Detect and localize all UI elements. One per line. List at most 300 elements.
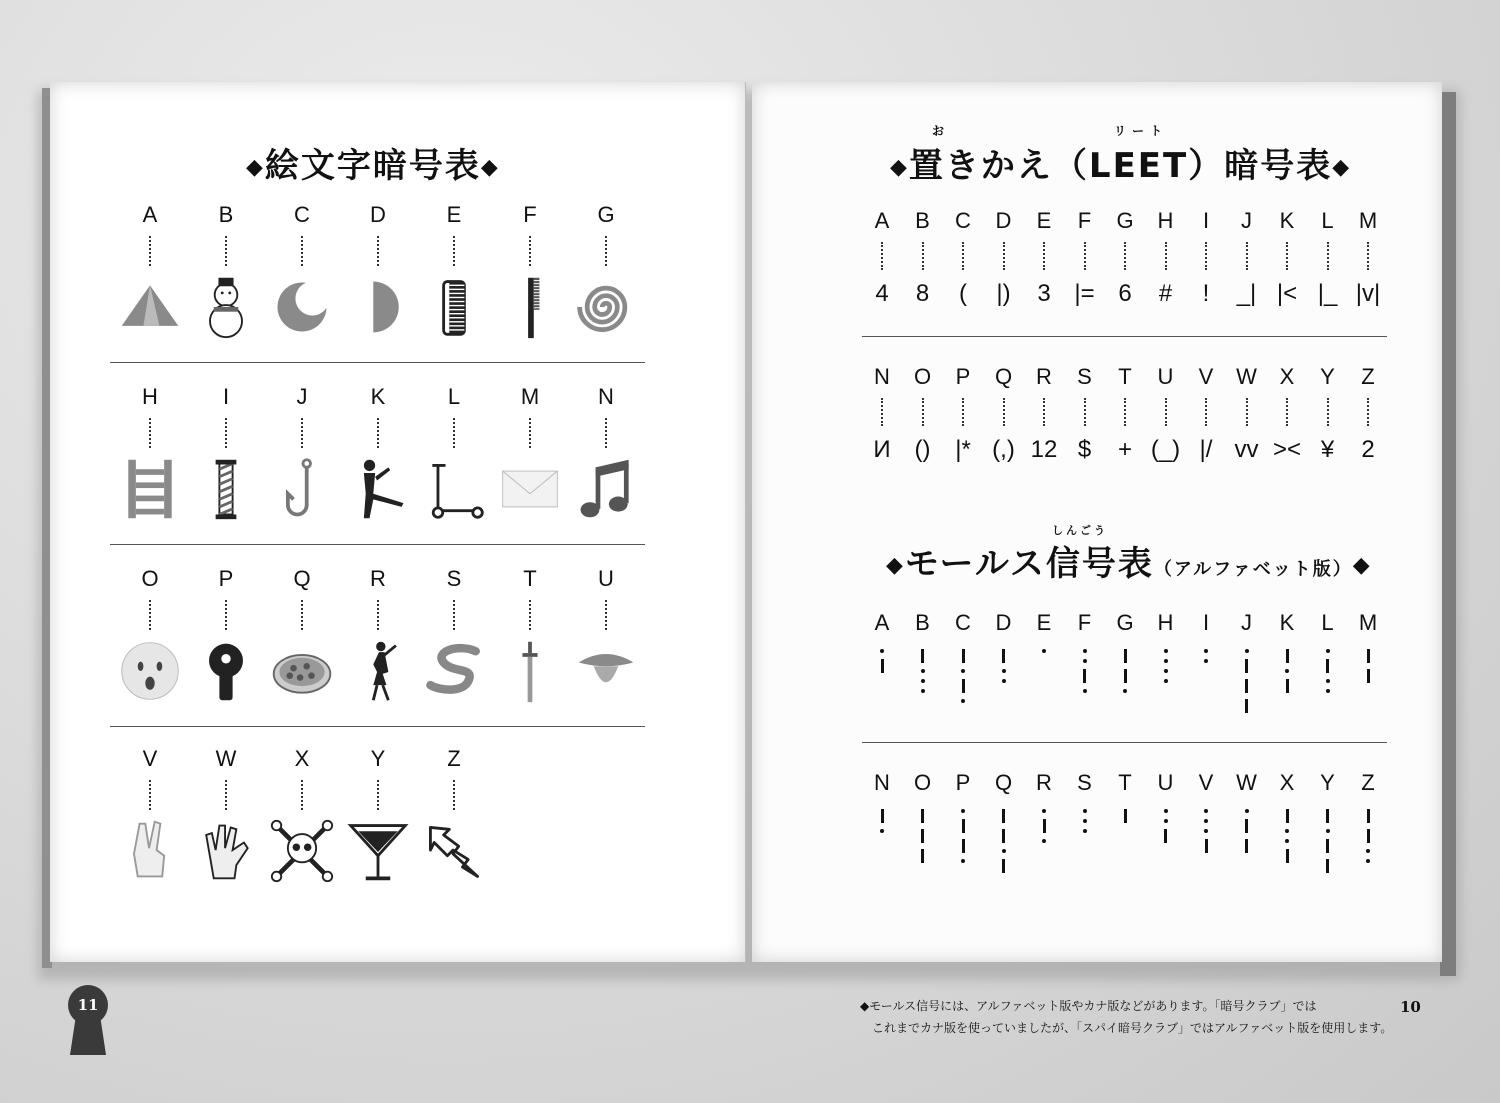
cipher-letter: B xyxy=(915,610,930,635)
emoji-cell-n xyxy=(568,384,644,524)
morse-dot xyxy=(1164,669,1168,673)
cipher-letter: A xyxy=(874,208,890,233)
envelope-icon xyxy=(495,454,565,524)
dotted-connector xyxy=(453,418,455,448)
three-fingers-icon xyxy=(191,816,261,886)
leet-cell-t xyxy=(1105,364,1145,464)
morse-cell-e xyxy=(1024,610,1064,656)
morse-cell-u xyxy=(1146,770,1186,846)
dotted-connector xyxy=(1165,242,1167,270)
dotted-connector xyxy=(225,418,227,448)
cipher-letter: X xyxy=(294,746,310,771)
morse-cell-y xyxy=(1308,770,1348,876)
emoji-cell-z xyxy=(416,746,492,886)
morse-cell-p xyxy=(943,770,983,866)
morse-dash xyxy=(921,849,924,863)
dotted-connector xyxy=(301,780,303,810)
morse-cell-s xyxy=(1065,770,1105,836)
emoji-cell-q xyxy=(264,566,340,706)
cipher-letter: N xyxy=(874,770,890,795)
morse-sequence xyxy=(1024,646,1064,656)
morse-dash xyxy=(921,809,924,823)
morse-cell-g xyxy=(1105,610,1145,696)
cipher-letter: Z xyxy=(447,746,461,771)
page-number-left: 11 xyxy=(77,996,99,1014)
cipher-letter: T xyxy=(1118,364,1132,389)
morse-cell-o xyxy=(903,770,943,866)
leet-cell-i xyxy=(1186,208,1226,308)
cipher-letter: Q xyxy=(293,566,311,591)
morse-dot xyxy=(1204,829,1208,833)
leet-cell-j xyxy=(1227,208,1267,308)
morse-sequence xyxy=(984,646,1024,686)
cipher-letter: F xyxy=(1077,208,1092,233)
leet-cell-c xyxy=(943,208,983,308)
morse-cell-v xyxy=(1186,770,1226,856)
leet-code: |/ xyxy=(1199,436,1213,463)
morse-cell-i xyxy=(1186,610,1226,666)
cipher-letter: M xyxy=(1358,208,1378,233)
morse-dot xyxy=(1285,829,1289,833)
morse-dash xyxy=(1367,669,1370,683)
morse-dot xyxy=(921,669,925,673)
cipher-letter: U xyxy=(1157,770,1174,795)
ruby-oki: お xyxy=(932,124,951,138)
morse-sequence xyxy=(862,646,902,676)
emoji-cell-k xyxy=(340,384,416,524)
morse-cell-f xyxy=(1065,610,1105,696)
morse-cell-l xyxy=(1308,610,1348,696)
morse-dot xyxy=(1204,809,1208,813)
crescent-moon-icon xyxy=(267,272,337,342)
emoji-cell-h xyxy=(112,384,188,524)
leet-cell-m xyxy=(1348,208,1388,308)
dotted-connector xyxy=(1205,398,1207,426)
cipher-letter: Y xyxy=(370,746,386,771)
morse-dash xyxy=(1002,829,1005,843)
leet-code: 4 xyxy=(875,280,889,307)
dotted-connector xyxy=(529,236,531,266)
leet-code: ¥ xyxy=(1320,436,1335,463)
dotted-connector xyxy=(605,418,607,448)
dotted-connector xyxy=(301,236,303,266)
leet-code: (,) xyxy=(992,436,1015,463)
cipher-letter: J xyxy=(1241,208,1252,233)
morse-dot xyxy=(1164,819,1168,823)
morse-dash xyxy=(1367,829,1370,843)
emoji-cell-w xyxy=(188,746,264,886)
morse-dash xyxy=(1286,809,1289,823)
morse-dot xyxy=(1326,679,1330,683)
morse-dot xyxy=(1002,849,1006,853)
cipher-letter: C xyxy=(955,610,971,635)
dotted-connector xyxy=(605,600,607,630)
morse-sequence xyxy=(1186,806,1226,856)
morse-dash xyxy=(1083,669,1086,683)
morse-dot xyxy=(1204,819,1208,823)
morse-dash xyxy=(1286,849,1289,863)
morse-dash xyxy=(1326,659,1329,673)
morse-dot xyxy=(1326,829,1330,833)
morse-sequence xyxy=(1146,646,1186,686)
cipher-letter: H xyxy=(1157,208,1174,233)
morse-sequence xyxy=(1308,806,1348,876)
barber-pole-icon xyxy=(191,454,261,524)
cipher-letter: P xyxy=(955,770,971,795)
leet-row-divider xyxy=(862,336,1387,337)
leet-code: |v| xyxy=(1355,280,1381,307)
morse-dash xyxy=(1164,829,1167,843)
morse-cell-x xyxy=(1267,770,1307,866)
peace-hand-icon xyxy=(115,816,185,886)
skull-crossbones-icon xyxy=(267,816,337,886)
cipher-letter: L xyxy=(1321,610,1334,635)
leet-code: |= xyxy=(1074,280,1095,307)
cipher-letter: I xyxy=(222,384,230,409)
dotted-connector xyxy=(377,418,379,448)
cipher-letter: P xyxy=(955,364,971,389)
dotted-connector xyxy=(377,600,379,630)
leet-code: ! xyxy=(1202,280,1210,307)
fish-hook-icon xyxy=(267,454,337,524)
leet-cipher-title: ◆置きかえ（LEET）暗号表◆ xyxy=(890,146,1352,186)
morse-dot xyxy=(1002,679,1006,683)
dotted-connector xyxy=(1286,242,1288,270)
row-divider xyxy=(110,544,645,545)
surprised-face-icon xyxy=(115,636,185,706)
emoji-cell-s xyxy=(416,566,492,706)
dotted-connector xyxy=(453,600,455,630)
leet-code: # xyxy=(1158,280,1173,307)
emoji-cell-y xyxy=(340,746,416,886)
leet-cell-k xyxy=(1267,208,1307,308)
leet-code: () xyxy=(914,436,931,463)
cipher-letter: Q xyxy=(994,770,1013,795)
morse-dash xyxy=(1286,649,1289,663)
leet-cell-q xyxy=(984,364,1024,464)
dotted-connector xyxy=(1003,398,1005,426)
morse-dot xyxy=(1245,809,1249,813)
dotted-connector xyxy=(225,600,227,630)
right-page xyxy=(752,82,1442,962)
leet-code: $ xyxy=(1077,436,1092,463)
morse-dash xyxy=(1205,839,1208,853)
morse-dot xyxy=(1164,649,1168,653)
spiral-icon xyxy=(571,272,641,342)
cipher-letter: Y xyxy=(1320,364,1335,389)
dotted-connector xyxy=(529,418,531,448)
dancing-woman-icon xyxy=(343,636,413,706)
dotted-connector xyxy=(1084,398,1086,426)
morse-cell-d xyxy=(984,610,1024,686)
leet-cell-w xyxy=(1227,364,1267,464)
cipher-letter: F xyxy=(1077,610,1092,635)
morse-dash xyxy=(1326,859,1329,873)
keyhole-icon xyxy=(191,636,261,706)
morse-sequence xyxy=(1267,646,1307,696)
dotted-connector xyxy=(1124,242,1126,270)
morse-sequence xyxy=(1348,646,1388,686)
cipher-letter: V xyxy=(142,746,158,771)
emoji-cell-m xyxy=(492,384,568,524)
pizza-icon xyxy=(267,636,337,706)
emoji-cell-d xyxy=(340,202,416,342)
leet-cell-v xyxy=(1186,364,1226,464)
leet-code: 3 xyxy=(1037,280,1051,307)
morse-dot xyxy=(1083,829,1087,833)
ladder-icon xyxy=(115,454,185,524)
leet-code: _| xyxy=(1236,280,1257,307)
morse-sequence xyxy=(1186,646,1226,666)
emoji-cell-g xyxy=(568,202,644,342)
leet-cell-d xyxy=(984,208,1024,308)
morse-cell-w xyxy=(1227,770,1267,856)
dotted-connector xyxy=(1246,398,1248,426)
dotted-connector xyxy=(962,398,964,426)
leet-code: 6 xyxy=(1118,280,1132,307)
cipher-letter: G xyxy=(1116,208,1134,233)
dotted-connector xyxy=(149,600,151,630)
morse-dot xyxy=(1042,839,1046,843)
morse-dot xyxy=(1083,689,1087,693)
emoji-cell-t xyxy=(492,566,568,706)
morse-dot xyxy=(1002,669,1006,673)
morse-dash xyxy=(1286,679,1289,693)
leet-cell-h xyxy=(1146,208,1186,308)
morse-dash xyxy=(1245,699,1248,713)
morse-sequence xyxy=(1267,806,1307,866)
cipher-letter: P xyxy=(218,566,234,591)
cipher-letter: X xyxy=(1279,770,1295,795)
emoji-cell-b xyxy=(188,202,264,342)
cipher-letter: W xyxy=(215,746,237,771)
morse-dot xyxy=(1164,679,1168,683)
morse-dash xyxy=(921,649,924,663)
morse-dot xyxy=(1285,669,1289,673)
morse-dot xyxy=(880,649,884,653)
leet-cell-x xyxy=(1267,364,1307,464)
leet-code: ( xyxy=(959,280,967,307)
morse-dash xyxy=(1245,659,1248,673)
morse-dash xyxy=(921,829,924,843)
cipher-letter: W xyxy=(1236,364,1257,389)
row-divider xyxy=(110,726,645,727)
footnote-line-2: これまでカナ版を使っていましたが、「スパイ暗号クラブ」ではアルファベット版を使用します。 xyxy=(872,1021,1393,1035)
emoji-cell-o xyxy=(112,566,188,706)
cipher-letter: C xyxy=(294,202,310,227)
emoji-cell-j xyxy=(264,384,340,524)
morse-sequence xyxy=(903,806,943,866)
dotted-connector xyxy=(301,418,303,448)
zigzag-arrow-icon xyxy=(419,816,489,886)
cipher-letter: C xyxy=(955,208,971,233)
snowman-icon xyxy=(191,272,261,342)
kicking-person-icon xyxy=(343,454,413,524)
cipher-letter: T xyxy=(1118,770,1132,795)
dotted-connector xyxy=(922,398,924,426)
ruby-shingou: しんごう xyxy=(1052,524,1108,537)
morse-sequence xyxy=(1308,646,1348,696)
morse-cell-q xyxy=(984,770,1024,876)
row-divider xyxy=(110,362,645,363)
cipher-letter: Q xyxy=(994,364,1013,389)
leet-code: 12 xyxy=(1030,436,1058,463)
fine-comb-icon xyxy=(495,272,565,342)
morse-dot xyxy=(1083,649,1087,653)
leet-cell-s xyxy=(1065,364,1105,464)
morse-dot xyxy=(1042,809,1046,813)
leet-code: >< xyxy=(1272,436,1302,463)
morse-dot xyxy=(921,679,925,683)
morse-dot xyxy=(1285,839,1289,843)
cipher-letter: I xyxy=(1202,610,1210,635)
dotted-connector xyxy=(149,780,151,810)
cipher-letter: L xyxy=(1321,208,1334,233)
morse-dash xyxy=(1367,809,1370,823)
cipher-letter: Z xyxy=(1361,770,1375,795)
cipher-letter: L xyxy=(447,384,461,409)
footnote-line-1: ◆モールス信号には、アルファベット版やカナ版などがあります。「暗号クラブ」では xyxy=(860,999,1317,1013)
morse-dash xyxy=(1002,649,1005,663)
leet-cell-r xyxy=(1024,364,1064,464)
leet-code: И xyxy=(873,436,891,463)
morse-cell-r xyxy=(1024,770,1064,846)
morse-dash xyxy=(962,819,965,833)
morse-dash xyxy=(962,679,965,693)
morse-sequence xyxy=(1024,806,1064,846)
leet-cell-y xyxy=(1308,364,1348,464)
ruby-leet: リート xyxy=(1114,124,1169,138)
leet-cell-p xyxy=(943,364,983,464)
morse-dash xyxy=(1367,649,1370,663)
emoji-cell-c xyxy=(264,202,340,342)
dotted-connector xyxy=(301,600,303,630)
dotted-connector xyxy=(605,236,607,266)
dotted-connector xyxy=(529,600,531,630)
leet-code: 8 xyxy=(915,280,930,307)
leet-code: 2 xyxy=(1361,436,1375,463)
leet-code: (_) xyxy=(1150,436,1181,463)
morse-dash xyxy=(881,809,884,823)
morse-dot xyxy=(1204,649,1208,653)
morse-sequence xyxy=(943,806,983,866)
morse-dot xyxy=(1245,649,1249,653)
dotted-connector xyxy=(1367,398,1369,426)
dotted-connector xyxy=(377,236,379,266)
cipher-letter: U xyxy=(1157,364,1174,389)
cocktail-glass-icon xyxy=(343,816,413,886)
cipher-letter: S xyxy=(1077,770,1092,795)
morse-sequence xyxy=(903,646,943,696)
leet-code: |_ xyxy=(1317,280,1338,307)
music-note-icon xyxy=(571,454,641,524)
cipher-letter: T xyxy=(523,566,537,591)
emoji-cell-u xyxy=(568,566,644,706)
leet-cell-u xyxy=(1146,364,1186,464)
morse-sequence xyxy=(862,806,902,836)
scooter-icon xyxy=(419,454,489,524)
morse-dot xyxy=(1204,659,1208,663)
morse-dot xyxy=(1083,809,1087,813)
cipher-letter: W xyxy=(1236,770,1257,795)
cipher-letter: S xyxy=(446,566,462,591)
morse-dash xyxy=(962,649,965,663)
leet-code: |) xyxy=(996,280,1011,307)
morse-dot xyxy=(1083,819,1087,823)
morse-sequence xyxy=(1227,646,1267,716)
morse-sequence xyxy=(1348,806,1388,866)
cipher-letter: D xyxy=(995,208,1012,233)
morse-cell-m xyxy=(1348,610,1388,686)
cipher-letter: O xyxy=(141,566,159,591)
cipher-letter: N xyxy=(874,364,890,389)
comb-icon xyxy=(419,272,489,342)
cipher-letter: E xyxy=(446,202,462,227)
morse-sequence xyxy=(1065,646,1105,696)
morse-cell-k xyxy=(1267,610,1307,696)
morse-dash xyxy=(1043,819,1046,833)
morse-dot xyxy=(961,859,965,863)
morse-dot xyxy=(1042,649,1046,653)
cipher-letter: R xyxy=(370,566,386,591)
half-moon-icon xyxy=(343,272,413,342)
tent-icon xyxy=(115,272,185,342)
emoji-cell-v xyxy=(112,746,188,886)
leet-code: + xyxy=(1117,436,1132,463)
cipher-letter: D xyxy=(995,610,1012,635)
morse-dash xyxy=(1124,649,1127,663)
cipher-letter: F xyxy=(523,202,537,227)
dotted-connector xyxy=(962,242,964,270)
dotted-connector xyxy=(1124,398,1126,426)
dotted-connector xyxy=(1165,398,1167,426)
cipher-letter: O xyxy=(913,364,932,389)
morse-cell-h xyxy=(1146,610,1186,686)
dotted-connector xyxy=(453,780,455,810)
morse-dot xyxy=(921,689,925,693)
tongue-icon xyxy=(571,636,641,706)
morse-dot xyxy=(1123,689,1127,693)
cipher-letter: U xyxy=(598,566,614,591)
dotted-connector xyxy=(225,780,227,810)
morse-sequence xyxy=(1105,806,1145,826)
morse-sequence xyxy=(984,806,1024,876)
dotted-connector xyxy=(1003,242,1005,270)
dotted-connector xyxy=(1043,242,1045,270)
emoji-cell-e xyxy=(416,202,492,342)
dotted-connector xyxy=(1367,242,1369,270)
morse-dash xyxy=(1124,809,1127,823)
dotted-connector xyxy=(453,236,455,266)
sword-icon xyxy=(495,636,565,706)
morse-dot xyxy=(961,809,965,813)
dotted-connector xyxy=(377,780,379,810)
leet-cell-a xyxy=(862,208,902,308)
cipher-letter: Z xyxy=(1361,364,1375,389)
morse-dot xyxy=(961,669,965,673)
leet-cell-g xyxy=(1105,208,1145,308)
cipher-letter: D xyxy=(370,202,386,227)
leet-cell-l xyxy=(1308,208,1348,308)
left-page xyxy=(50,82,746,962)
morse-cell-c xyxy=(943,610,983,706)
cipher-letter: K xyxy=(370,384,386,409)
cipher-letter: M xyxy=(1358,610,1378,635)
cipher-letter: V xyxy=(1198,770,1214,795)
emoji-cell-a xyxy=(112,202,188,342)
morse-cell-t xyxy=(1105,770,1145,826)
morse-dash xyxy=(1326,839,1329,853)
